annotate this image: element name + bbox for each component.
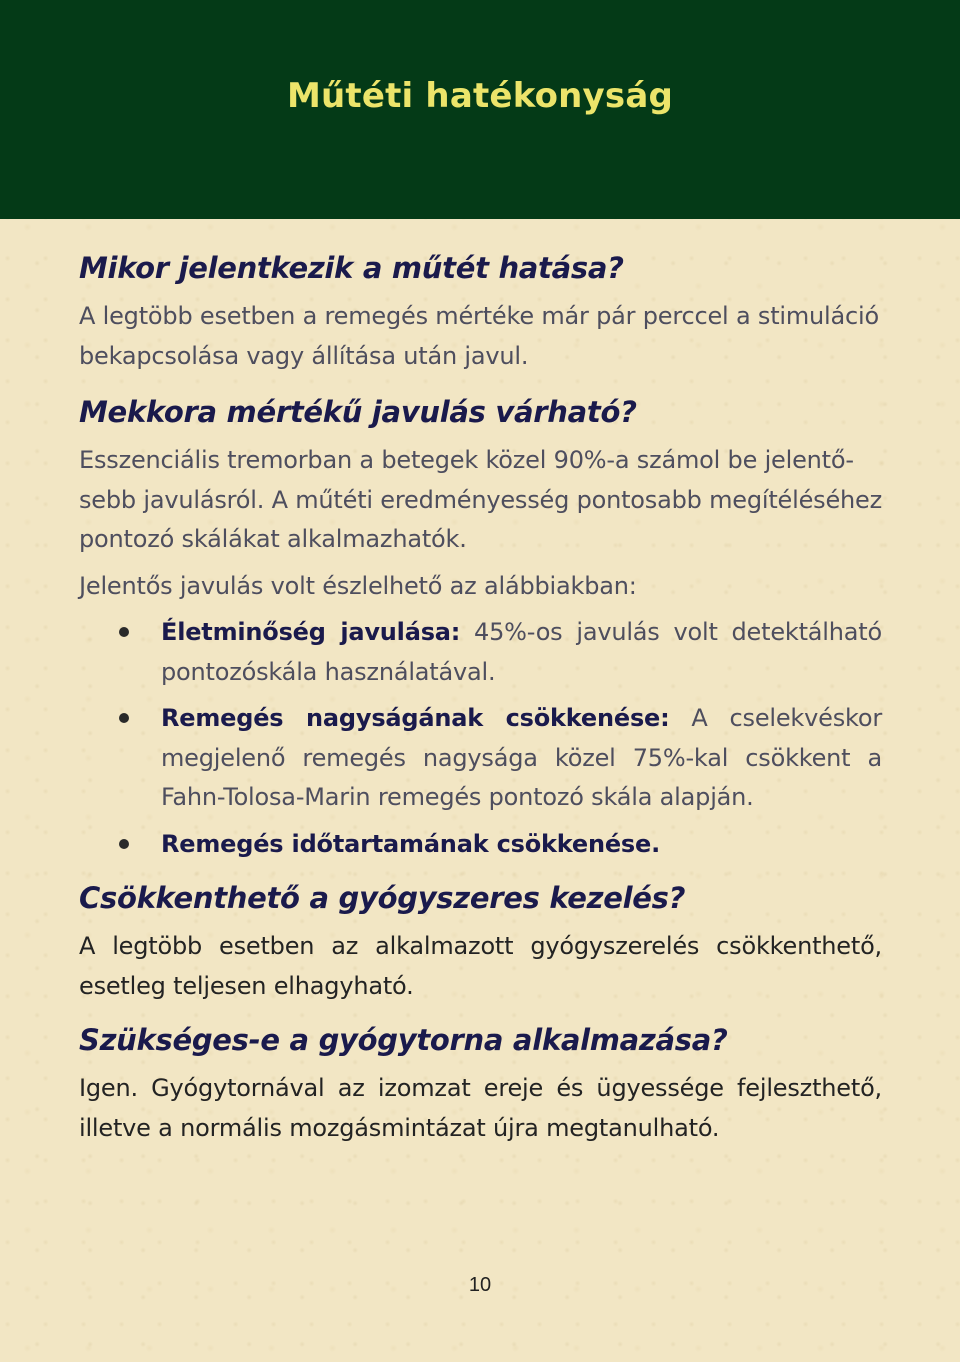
page-number: 10 [468,1274,492,1296]
list-item-text: 45%-os javulás volt detektálható pontozóskála használatával. [161,618,882,686]
section-text-effect-onset: A legtöbb esetben a remegés mértéke már pár perccel a stimuláció bekapcsolása vagy állítása után javul. [79,302,879,370]
section-heading-improvement: Mekkora mértékű javulás várható? [79,395,637,429]
page-title: Műtéti hatékonyság [286,76,674,116]
bullet-icon [119,839,129,849]
list-item-title: Remegés nagyságának csökkenése: [161,704,670,732]
improvement-line-1: Esszenciális tremorban a betegek közel 90%-a számol be jelentő- [79,446,854,474]
list-item-title: Életminőség javulása: [161,618,461,646]
section-text-improvement-1 [79,441,882,560]
list-item [79,699,882,818]
section-text-medication: A legtöbb esetben az alkalmazott gyógyszerelés csökkenthető, esetleg teljesen elhagyható. [79,932,882,1000]
section-heading-medication: Csökkenthető a gyógyszeres kezelés? [79,881,686,915]
improvement-line-3: pontozó skálákat alkalmazhatók. [79,525,467,553]
improvement-line-2: sebb javulásról. A műtéti eredményesség pontosabb megítéléséhez [79,485,883,514]
main-content [79,244,882,1148]
bullet-icon [119,713,129,723]
improvement-list [79,613,882,864]
list-item [79,613,882,692]
section-text-physiotherapy: Igen. Gyógytornával az izomzat ereje és ügyessége fejleszthető, illetve a normális mozgásmintázat újra megtanulható. [79,1074,882,1142]
section-heading-effect-onset: Mikor jelentkezik a műtét hatása? [79,251,624,285]
list-item-title: Remegés időtartamának csökkenése. [161,829,661,858]
list-item-text: A cselekvéskor megjelenő remegés nagysága közel 75%-kal csökkent a Fahn-Tolosa-Marin remegés pontozó skála alapján. [161,704,882,811]
list-item [79,825,882,865]
bullet-icon [119,627,129,637]
section-heading-physiotherapy: Szükséges-e a gyógytorna alkalmazása? [79,1023,728,1057]
page-header [0,0,960,219]
improvement-intro: Jelentős javulás volt észlelhető az alábbiakban: [79,571,637,600]
